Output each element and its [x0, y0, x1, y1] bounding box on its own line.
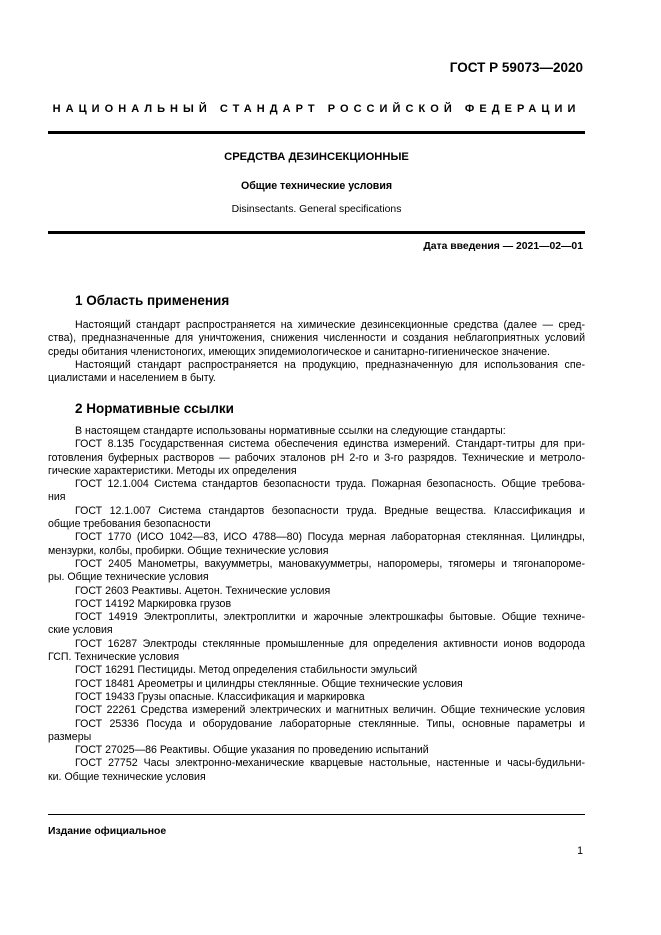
text-line: ГОСТ 19433 Грузы опасные. Классификация и маркировка — [75, 690, 365, 703]
text-line: размеры — [48, 730, 92, 743]
text-line: ГОСТ 12.1.007 Система стандартов безопасности труда. Вредные вещества. Классификация и — [75, 504, 585, 517]
text-line: общие требования безопасности — [48, 518, 211, 531]
document-subtitle: Общие технические условия — [240, 180, 393, 192]
text-line: ГОСТ 14919 Электроплиты, электроплитки и жарочные электрошкафы бытовые. Общие техниче- — [75, 611, 585, 624]
text-line: ГОСТ 27752 Часы электронно-механические кварцевые настольные, настенные и часы-будильни- — [75, 757, 585, 770]
page-number: 1 — [577, 845, 583, 857]
text-line: ГОСТ 1770 (ИСО 1042—83, ИСО 4788—80) Посуда мерная лабораторная стеклянная. Цилиндры, — [75, 531, 585, 544]
text-line: циалистами и населением в быту. — [48, 372, 216, 385]
introduction-date: Дата введения — 2021—02—01 — [423, 241, 583, 252]
text-line: ГОСТ 22261 Средства измерений электрических и магнитных величин. Общие технические условия — [75, 704, 585, 717]
national-standard-banner: НАЦИОНАЛЬНЫЙ СТАНДАРТ РОССИЙСКОЙ ФЕДЕРАЦИИ — [52, 103, 581, 115]
official-edition-note: Издание официальное — [48, 826, 167, 837]
document-number: ГОСТ Р 59073—2020 — [449, 60, 583, 75]
document-title: СРЕДСТВА ДЕЗИНСЕКЦИОННЫЕ — [224, 151, 409, 163]
text-line: ГОСТ 18481 Ареометры и цилиндры стеклянные. Общие технические условия — [75, 677, 463, 690]
text-line: ния — [48, 491, 66, 504]
text-line: ГОСТ 2405 Манометры, вакуумметры, мановакуумметры, напоромеры, тягомеры и тягонапороме- — [75, 557, 585, 570]
section-2-heading: 2 Нормативные ссылки — [75, 401, 234, 416]
text-line: ГОСТ 16291 Пестициды. Метод определения стабильности эмульсий — [75, 664, 418, 677]
text-line: ГОСТ 25336 Посуда и оборудование лабораторные стеклянные. Типы, основные параметры и — [75, 717, 585, 730]
footer-rule — [48, 814, 585, 815]
text-line: ские условия — [48, 624, 113, 637]
text-line: ГОСТ 2603 Реактивы. Ацетон. Технические условия — [75, 584, 331, 597]
text-line: ГОСТ 8.135 Государственная система обеспечения единства измерений. Стандарт-титры для при- — [75, 438, 585, 451]
text-line: ГОСТ 12.1.004 Система стандартов безопасности труда. Пожарная безопасность. Общие требова- — [75, 478, 585, 491]
text-line: Настоящий стандарт распространяется на химические дезинсекционные средства (далее — сред- — [75, 319, 585, 331]
section-1-body — [48, 319, 585, 385]
section-2-body — [48, 425, 585, 784]
text-line: ры. Общие технические условия — [48, 571, 209, 584]
text-line: готовления буферных растворов — рабочих эталонов pH 2-го и 3-го разрядов. Технические и метроло- — [48, 451, 585, 464]
text-line: ГСП. Технические условия — [48, 651, 180, 664]
text-line: ГОСТ 27025—86 Реактивы. Общие указания по проведению испытаний — [75, 744, 429, 757]
section-1-heading: 1 Область применения — [75, 293, 230, 308]
title-rule — [48, 231, 585, 234]
text-line: ГОСТ 14192 Маркировка грузов — [75, 597, 232, 610]
document-title-english: Disinsectants. General specifications — [231, 204, 402, 215]
header-rule — [48, 131, 585, 134]
text-line: ства), предназначенные для уничтожения, снижения численности и создания неблагоприятных условий — [48, 332, 585, 345]
text-line: гические характеристики. Методы их определения — [48, 464, 297, 477]
text-line: ГОСТ 16287 Электроды стеклянные промышленные для определения активности ионов водорода — [75, 637, 585, 650]
text-line: Настоящий стандарт распространяется на продукцию, предназначенную для использования спе- — [75, 358, 585, 371]
text-line: мензурки, колбы, пробирки. Общие технические условия — [48, 544, 329, 557]
text-line: ки. Общие технические условия — [48, 770, 206, 783]
text-line: среды обитания членистоногих, имеющих эпидемиологическое и санитарно-гигиеническое значение. — [48, 345, 550, 358]
text-line: В настоящем стандарте использованы нормативные ссылки на следующие стандарты: — [75, 425, 506, 437]
